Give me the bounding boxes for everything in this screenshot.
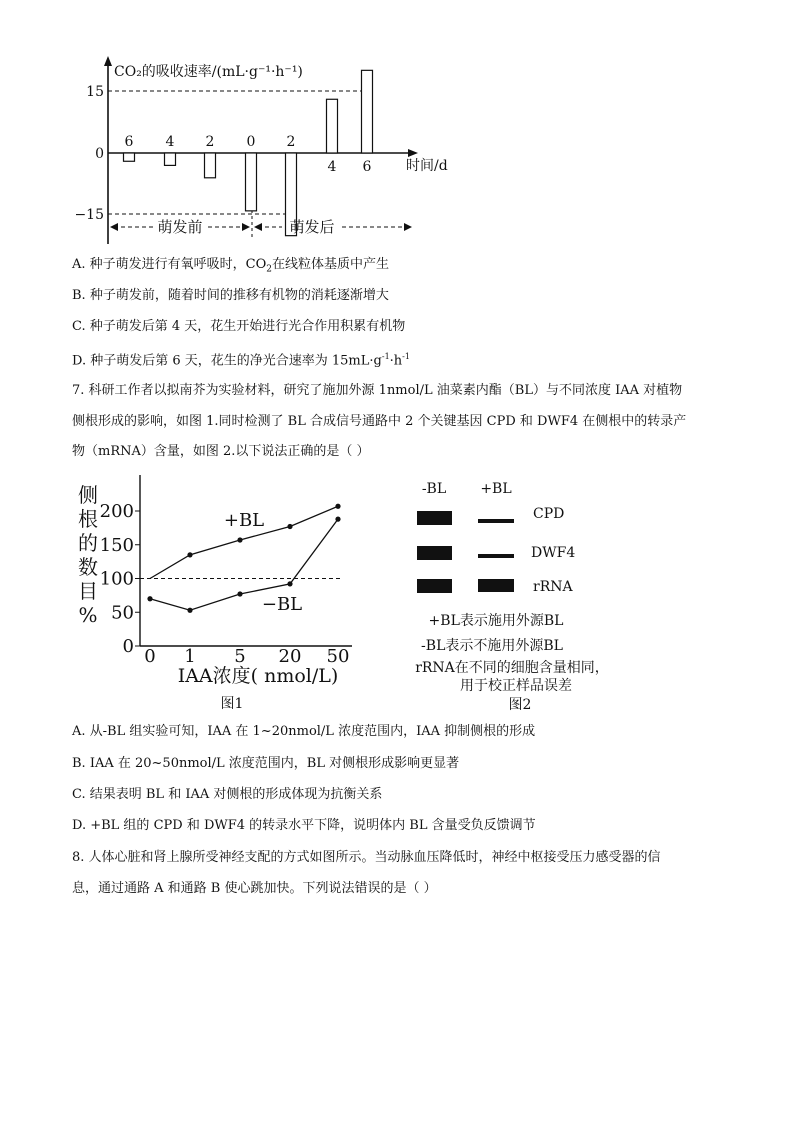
note-minus-bl: -BL表示不施用外源BL xyxy=(421,638,563,654)
data-point xyxy=(147,596,152,601)
y-axis-label-char: 数 xyxy=(78,555,98,579)
bar xyxy=(246,153,257,211)
data-point xyxy=(287,524,292,529)
band-cpd-minus-bl xyxy=(417,511,452,525)
data-point xyxy=(335,517,340,522)
y-tick-label: 0 xyxy=(95,146,104,162)
x-tick-label: 4 xyxy=(165,134,175,150)
data-point xyxy=(187,608,192,613)
q7-stem-line1: 7. 科研工作者以拟南芥为实验材料，研究了施加外源 1nmol/L 油菜素内酯（BL）与不同浓度 IAA 对植物 xyxy=(72,383,683,398)
post-arrowhead-left xyxy=(254,223,262,231)
y-axis-label-char: 侧 xyxy=(78,483,98,507)
q7-option-b: B. IAA 在 20~50nmol/L 浓度范围内，BL 对侧根形成影响更显著 xyxy=(72,756,460,771)
y-tick-label: −15 xyxy=(74,207,104,223)
co2-bar-chart xyxy=(60,52,460,247)
q7-stem-line2: 侧根形成的影响，如图 1.同时检测了 BL 合成信号通路中 2 个关键基因 CPD 和 DWF4 在侧根中的转录产 xyxy=(72,414,687,429)
series-label: −BL xyxy=(261,594,303,615)
x-axis-arrow xyxy=(408,149,418,157)
y-tick-label: 150 xyxy=(99,534,134,556)
x-tick-label: 6 xyxy=(124,134,134,150)
band-rrna-minus-bl xyxy=(417,579,452,593)
x-tick-label: 2 xyxy=(286,134,296,150)
q7-option-d: D. +BL 组的 CPD 和 DWF4 的转录水平下降，说明体内 BL 含量受负反馈调节 xyxy=(72,818,536,833)
x-tick-label: 5 xyxy=(234,646,246,667)
x-tick-label: 50 xyxy=(326,646,350,667)
band-dwf4-minus-bl xyxy=(417,546,452,560)
bar xyxy=(124,153,135,161)
row-label-cpd: CPD xyxy=(533,506,565,522)
y-tick-label: 0 xyxy=(122,636,134,657)
gel-band-figure xyxy=(400,475,640,715)
q8-stem-line2: 息，通过通路 A 和通路 B 使心跳加快。下列说法错误的是（ ） xyxy=(72,881,437,896)
band-rrna-plus-bl xyxy=(478,579,514,592)
post-arrowhead-right xyxy=(404,223,412,231)
x-tick-label: 6 xyxy=(362,159,372,175)
y-axis-label xyxy=(78,483,98,627)
x-axis-label: 时间/d xyxy=(406,158,448,174)
q6-option-a: A. 种子萌发进行有氧呼吸时，$CO_2$在线粒体基质中产生 xyxy=(72,257,390,275)
y-axis-arrow xyxy=(104,56,112,66)
bar xyxy=(205,153,216,178)
y-tick-label: 15 xyxy=(86,84,104,100)
y-axis-label-char: 目 xyxy=(78,579,98,603)
column-label-minus-bl: -BL xyxy=(421,481,447,497)
note-rrna-1: rRNA在不同的细胞含量相同， xyxy=(415,660,609,676)
q6-option-b: B. 种子萌发前，随着时间的推移有机物的消耗逐渐增大 xyxy=(72,288,389,303)
pre-arrowhead-right xyxy=(242,223,250,231)
y-tick-label: 100 xyxy=(99,568,134,590)
x-axis-label: IAA浓度( nmol/L) xyxy=(177,665,339,687)
x-tick-label: 0 xyxy=(246,134,256,150)
series-line xyxy=(150,519,338,610)
period-label-pre: 萌发前 xyxy=(157,218,203,236)
data-point xyxy=(237,591,242,596)
figure-caption: 图1 xyxy=(220,696,244,712)
data-point xyxy=(287,581,292,586)
note-plus-bl: +BL表示施用外源BL xyxy=(428,613,564,629)
y-axis-label-char: 根 xyxy=(78,507,98,531)
x-tick-label: 2 xyxy=(205,134,215,150)
band-cpd-plus-bl xyxy=(478,519,514,523)
y-axis-label-char: 的 xyxy=(78,531,98,555)
series-label: +BL xyxy=(223,510,265,531)
q7-stem-line3: 物（mRNA）含量，如图 2.以下说法正确的是（ ） xyxy=(72,444,370,459)
q6-option-c: C. 种子萌发后第 4 天，花生开始进行光合作用积累有机物 xyxy=(72,319,406,334)
band-dwf4-plus-bl xyxy=(478,554,514,558)
data-point xyxy=(237,537,242,542)
bar xyxy=(327,99,338,153)
x-tick-label: 1 xyxy=(184,646,196,667)
y-tick-label: 200 xyxy=(99,501,134,522)
q8-stem-line1: 8. 人体心脏和肾上腺所受神经支配的方式如图所示。当动脉血压降低时，神经中枢接受压力感受器的信 xyxy=(72,850,661,865)
x-tick-label: 20 xyxy=(278,646,302,667)
y-axis-label-char: % xyxy=(78,603,98,627)
q7-option-a: A. 从-BL 组实验可知，IAA 在 1~20nmol/L 浓度范围内，IAA 抑制侧根的形成 xyxy=(72,724,536,739)
column-label-plus-bl: +BL xyxy=(480,481,512,497)
q6-option-d: D. 种子萌发后第 6 天，花生的净光合速率为 $15mL\cdot g^{-1}\cdot h^{-1}$ xyxy=(72,352,410,369)
bar xyxy=(362,70,373,153)
figure-caption: 图2 xyxy=(508,697,532,713)
bar xyxy=(165,153,176,165)
y-tick-label: 50 xyxy=(111,602,134,624)
data-point xyxy=(187,552,192,557)
row-label-dwf4: DWF4 xyxy=(531,545,576,561)
q7-option-c: C. 结果表明 BL 和 IAA 对侧根的形成体现为抗衡关系 xyxy=(72,787,383,802)
data-point xyxy=(335,504,340,509)
note-rrna-2: 用于校正样品误差 xyxy=(460,678,572,694)
row-label-rrna: rRNA xyxy=(533,579,573,595)
y-axis-label: CO₂的吸收速率/(mL·g⁻¹·h⁻¹) xyxy=(114,64,303,80)
x-tick-label: 0 xyxy=(144,646,156,667)
lateral-root-line-chart xyxy=(72,470,372,715)
pre-arrowhead-left xyxy=(110,223,118,231)
period-label-post: 萌发后 xyxy=(289,218,335,236)
x-tick-label: 4 xyxy=(327,159,337,175)
